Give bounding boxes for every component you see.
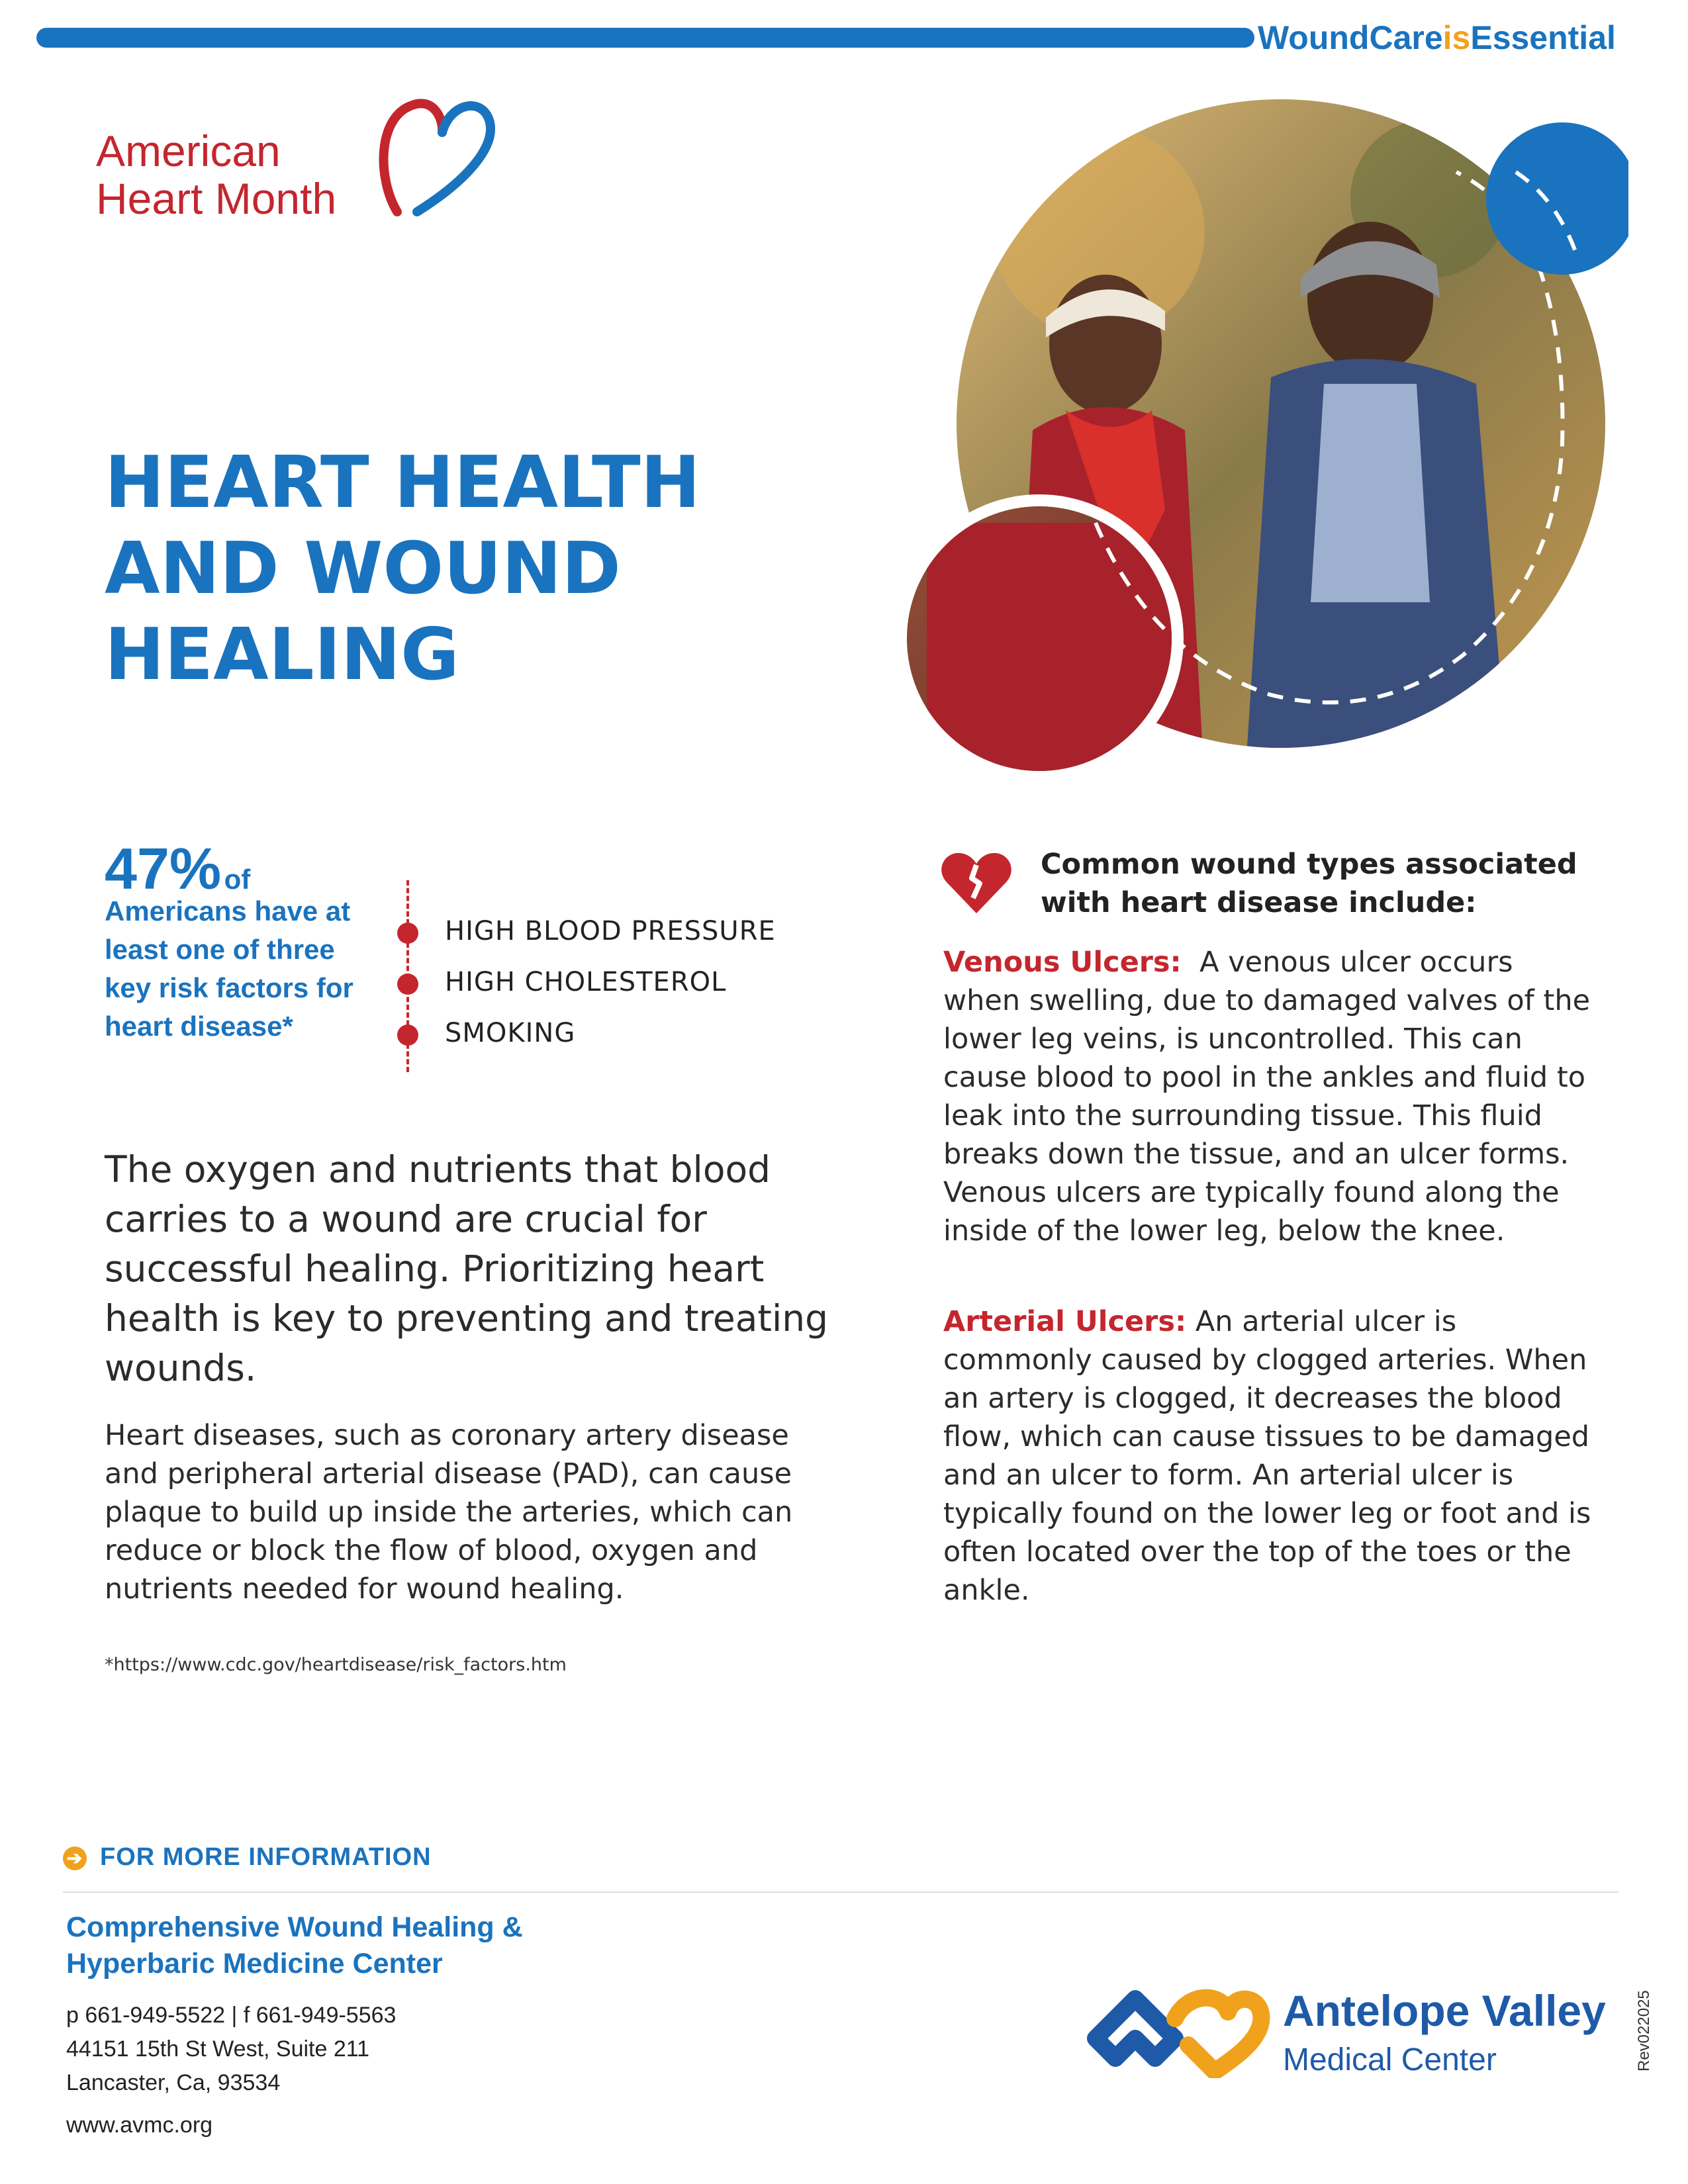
stat-description: Americans have at least one of three key risk factors for heart disease* (105, 895, 353, 1042)
phone-fax: p 661-949-5522 | f 661-949-5563 (66, 2003, 397, 2028)
venous-ulcers-section (943, 943, 1592, 1250)
risk-bullet (397, 1024, 418, 1046)
risk-bullet (397, 974, 418, 995)
risk-factor-label: HIGH CHOLESTEROL (445, 967, 727, 997)
stat-of: of (224, 864, 251, 895)
couple-photo (900, 99, 1628, 788)
campaign-tagline: WoundCareisEssential (1258, 19, 1616, 56)
body-paragraph: Heart diseases, such as coronary artery disease and peripheral arterial disease (PAD), can cause plaque to build up inside the arteries, which can reduce or block the flow of blood, oxygen and nutrients needed for wound healing. (105, 1419, 793, 1606)
arterial-ulcers-section (943, 1302, 1592, 1610)
brand-line-2: Heart Month (96, 174, 337, 223)
footer-divider (63, 1891, 1618, 1893)
org-name: Antelope Valley (1283, 1986, 1606, 2035)
stat-percent: 47% (105, 836, 222, 901)
arrow-right-icon: ➔ (63, 1846, 87, 1870)
wound-types-heading: Common wound types associated with heart disease include: (1041, 848, 1577, 919)
center-name: Comprehensive Wound Healing & Hyperbaric Medicine Center (66, 1911, 523, 1979)
broken-heart-icon (940, 850, 1013, 917)
heart-outline-icon (371, 79, 503, 218)
footnote: *https://www.cdc.gov/heartdisease/risk_factors.htm (105, 1655, 567, 1675)
intro-paragraph: The oxygen and nutrients that blood carries to a wound are crucial for successful healing. Prioritizing heart health is key to preventing and treating wounds. (105, 1148, 829, 1389)
arterial-ulcers-text: An arterial ulcer is commonly caused by clogged arteries. When an artery is clogged, it decreases the blood flow, which can cause tissues to be damaged and an ulcer to form. An arterial ulcer is typically found on the lower leg or foot and is often located over the top of the toes or the ankle. (943, 1305, 1591, 1607)
venous-ulcers-text: A venous ulcer occurs when swelling, due to damaged valves of the lower leg veins, is uncontrolled. This can cause blood to pool in the ankles and fluid to leak into the surrounding tissue. This fluid breaks down the tissue, and an ulcer forms. Venous ulcers are typically found along the inside of the lower leg, below the knee. (943, 946, 1591, 1248)
arterial-ulcers-term: Arterial Ulcers: (943, 1305, 1187, 1338)
risk-factor-label: HIGH BLOOD PRESSURE (445, 916, 776, 946)
risk-statistic (105, 837, 369, 1046)
top-accent-bar (36, 28, 1254, 48)
revision-code: Rev022025 (1635, 1990, 1653, 2071)
avmc-logo-icon (1082, 1979, 1274, 2078)
address-line-1: 44151 15th St West, Suite 211 (66, 2036, 370, 2062)
more-info-heading: ➔ FOR MORE INFORMATION (63, 1843, 432, 1872)
risk-bullet (397, 923, 418, 944)
brand-line-1: American (96, 126, 281, 175)
page-title: HEART HEALTH AND WOUND HEALING (105, 441, 701, 696)
venous-ulcers-term: Venous Ulcers: (943, 946, 1182, 979)
website-link[interactable]: www.avmc.org (66, 2113, 213, 2138)
contact-info (66, 1999, 396, 2100)
american-heart-month-logo (96, 127, 336, 222)
org-subtitle: Medical Center (1283, 2042, 1497, 2077)
address-line-2: Lancaster, Ca, 93534 (66, 2070, 281, 2095)
risk-factor-label: SMOKING (445, 1018, 576, 1048)
